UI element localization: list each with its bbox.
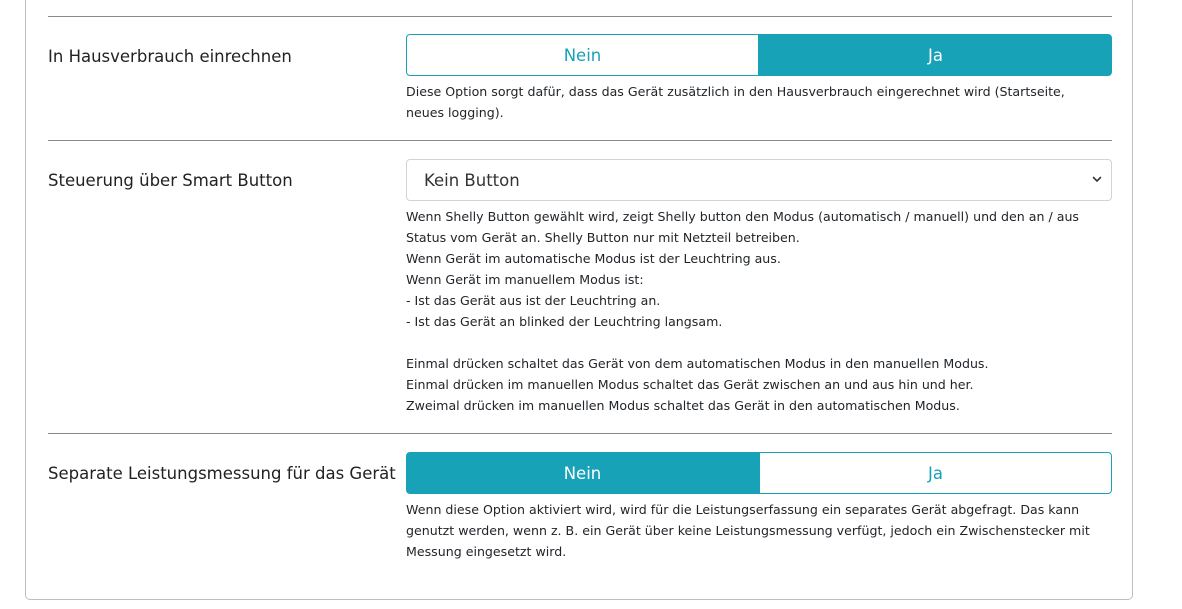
separate-metering-no-button[interactable]: Nein (406, 452, 759, 494)
separate-metering-label: Separate Leistungsmessung für das Gerät (48, 464, 396, 483)
smart-button-label: Steuerung über Smart Button (48, 171, 293, 190)
help-line: Einmal drücken im manuellen Modus schaltet das Gerät zwischen an und aus hin und her. (406, 377, 974, 392)
help-line: - Ist das Gerät aus ist der Leuchtring an. (406, 293, 661, 308)
separate-metering-help-text: Wenn diese Option aktiviert wird, wird für die Leistungserfassung ein separates Gerät abgefragt. Das kann genutzt werden, wenn z. B. ein Gerät über keine Leistungsmessung verfügt, jedoch ein Zwischenstecker mit Messung eingesetzt wird. (406, 502, 1090, 559)
help-line: Wenn Gerät im automatische Modus ist der Leuchtring aus. (406, 251, 781, 266)
house-consumption-yes-button[interactable]: Ja (759, 34, 1112, 76)
separate-metering-help (406, 499, 1106, 562)
smart-button-help (406, 206, 1106, 416)
help-line: Wenn Shelly Button gewählt wird, zeigt Shelly button den Modus (automatisch / manuell) und den an / aus Status vom Gerät an. Shelly Button nur mit Netzteil betreiben. (406, 209, 1079, 245)
divider (48, 16, 1112, 17)
house-consumption-help-text: Diese Option sorgt dafür, dass das Gerät zusätzlich in den Hausverbrauch eingerechnet wird (Startseite, neues logging). (406, 84, 1065, 120)
house-consumption-label: In Hausverbrauch einrechnen (48, 47, 292, 66)
house-consumption-no-button[interactable]: Nein (406, 34, 759, 76)
house-consumption-help (406, 81, 1106, 123)
help-line: Zweimal drücken im manuellen Modus schaltet das Gerät in den automatischen Modus. (406, 398, 960, 413)
smart-button-select-value: Kein Button (424, 170, 520, 190)
help-line: - Ist das Gerät an blinked der Leuchtring langsam. (406, 314, 723, 329)
smart-button-select[interactable] (406, 159, 1112, 201)
divider (48, 433, 1112, 434)
chevron-down-icon (1091, 173, 1103, 185)
divider (48, 140, 1112, 141)
separate-metering-yes-button[interactable]: Ja (759, 452, 1112, 494)
help-line: Einmal drücken schaltet das Gerät von dem automatischen Modus in den manuellen Modus. (406, 356, 989, 371)
help-line: Wenn Gerät im manuellem Modus ist: (406, 272, 644, 287)
help-line (406, 332, 1106, 353)
house-consumption-toggle (406, 34, 1112, 76)
separate-metering-toggle (406, 452, 1112, 494)
